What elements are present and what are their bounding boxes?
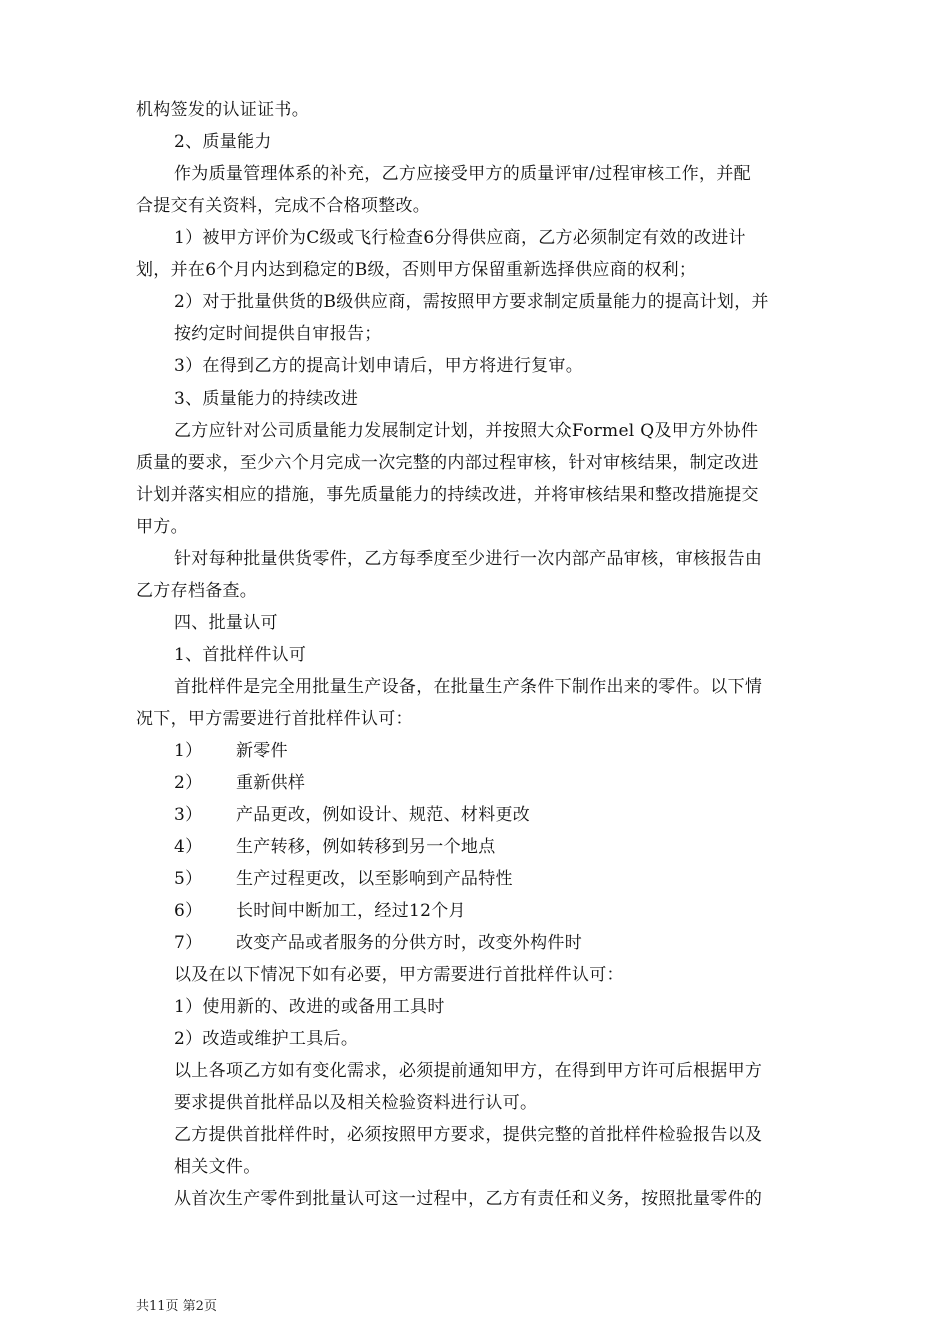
text-line: 划，并在6个月内达到稳定的B级，否则甲方保留重新选择供应商的权利； (136, 260, 697, 280)
text-line: 况下，甲方需要进行首批样件认可： (136, 709, 413, 729)
text-line: 要求提供首批样品以及相关检验资料进行认可。 (174, 1093, 538, 1113)
text-line: 3）在得到乙方的提高计划申请后，甲方将进行复审。 (174, 356, 584, 376)
page-footer: 共11页 第2页 (136, 1299, 217, 1314)
text-line: 2）对于批量供货的B级供应商，需按照甲方要求制定质量能力的提高计划，并 (174, 292, 769, 312)
list-item-text: 生产过程更改，以至影响到产品特性 (236, 869, 513, 889)
list-item-text: 长时间中断加工，经过12个月 (236, 901, 466, 921)
list-item-text: 改变产品或者服务的分供方时，改变外构件时 (236, 933, 582, 953)
list-item-number: 4） (174, 837, 203, 857)
text-line: 针对每种批量供货零件，乙方每季度至少进行一次内部产品审核，审核报告由 (174, 549, 763, 569)
list-item-text: 重新供样 (236, 773, 306, 793)
text-line: 从首次生产零件到批量认可这一过程中，乙方有责任和义务，按照批量零件的 (174, 1189, 763, 1209)
text-line: 首批样件是完全用批量生产设备，在批量生产条件下制作出来的零件。以下情 (174, 677, 763, 697)
list-item-text: 新零件 (236, 741, 288, 761)
list-item (174, 900, 466, 922)
text-line: 相关文件。 (174, 1157, 261, 1177)
list-item (174, 868, 513, 890)
text-line: 合提交有关资料，完成不合格项整改。 (136, 196, 431, 216)
list-item (174, 836, 496, 858)
text-line: 机构签发的认证证书。 (136, 100, 309, 120)
section-heading: 1、首批样件认可 (174, 645, 307, 665)
text-line: 甲方。 (136, 517, 188, 537)
text-line: 质量的要求，至少六个月完成一次完整的内部过程审核，针对审核结果，制定改进 (136, 453, 759, 473)
list-item (174, 772, 305, 794)
list-item-text: 产品更改，例如设计、规范、材料更改 (236, 805, 531, 825)
list-item (174, 740, 288, 762)
list-item-number: 7） (174, 933, 203, 953)
section-heading: 四、批量认可 (174, 613, 278, 633)
list-item (174, 932, 582, 954)
text-line: 作为质量管理体系的补充，乙方应接受甲方的质量评审/过程审核工作，并配 (174, 164, 751, 184)
text-line: 以上各项乙方如有变化需求，必须提前通知甲方，在得到甲方许可后根据甲方 (174, 1061, 763, 1081)
text-line: 按约定时间提供自审报告； (174, 324, 382, 344)
list-item-number: 1） (174, 741, 203, 761)
text-line: 1）使用新的、改进的或备用工具时 (174, 997, 445, 1017)
text-line: 乙方应针对公司质量能力发展制定计划，并按照大众Formel Q及甲方外协件 (174, 421, 759, 441)
text-line: 乙方提供首批样件时，必须按照甲方要求，提供完整的首批样件检验报告以及 (174, 1125, 763, 1145)
text-line: 2）改造或维护工具后。 (174, 1029, 359, 1049)
list-item-number: 5） (174, 869, 203, 889)
text-line: 以及在以下情况下如有必要，甲方需要进行首批样件认可： (174, 965, 624, 985)
list-item-number: 6） (174, 901, 203, 921)
text-line: 1）被甲方评价为C级或飞行检查6分得供应商，乙方必须制定有效的改进计 (174, 228, 746, 248)
section-heading: 2、质量能力 (174, 132, 272, 152)
list-item-number: 3） (174, 805, 203, 825)
section-heading: 3、质量能力的持续改进 (174, 389, 359, 409)
text-line: 计划并落实相应的措施，事先质量能力的持续改进，并将审核结果和整改措施提交 (136, 485, 759, 505)
list-item-text: 生产转移，例如转移到另一个地点 (236, 837, 496, 857)
list-item (174, 804, 530, 826)
list-item-number: 2） (174, 773, 203, 793)
text-line: 乙方存档备查。 (136, 581, 258, 601)
